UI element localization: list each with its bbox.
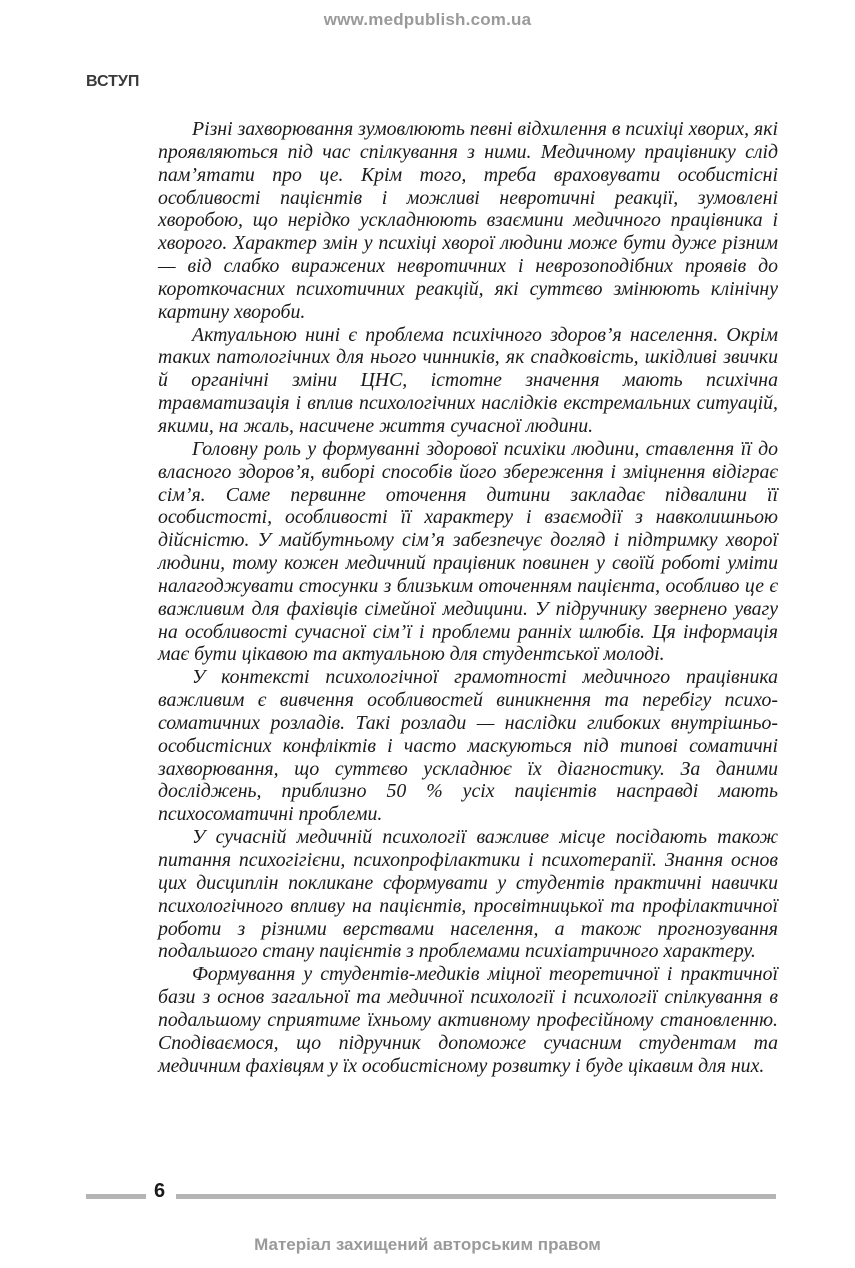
paragraph: Різні захворювання зумовлюють певні відхилення в психіці хворих, які проявляються під час спілкування з ними. Медичному працівнику слід пам’ятати про це. Крім того, треба враховувати особистісні особливості пацієнтів і можливі невротичні реакції, зумовлені хворобою, що нерідко ускладнюють взаємини медичного працівника і хворого. Характер змін у психіці хворої людини може бути дуже різним — від слабко виражених невротичних і неврозоподібних проявів до короткочасних психотичних реакцій, які суттєво змінюють клінічну картину хвороби. xyxy=(158,118,778,323)
footer-rule-left xyxy=(86,1194,146,1199)
paragraph: У сучасній медичній психології важливе місце посідають також питання психогігієни, психопрофілактики і психотерапії. Знання основ цих дисциплін покликане сформувати у студентів практичні навички психологічного впливу на пацієнтів, просвітницької та профілактичної роботи з різними верствами населення, а також прогнозування подальшого стану пацієнтів з проблемами психіатричного характеру. xyxy=(158,826,778,963)
footer-rule-right xyxy=(176,1194,776,1199)
paragraph: Головну роль у формуванні здорової психіки людини, ставлення її до власного здоров’я, виборі способів його збереження і зміцнення відіграє сім’я. Саме первинне оточення дитини закладає підвалини її особистості, особливості її характеру і взаємодії з навколишньою дійсністю. У майбутньому сім’я забезпечує догляд і підтримку хворої людини, тому кожен медичний працівник повинен у своїй роботі уміти налагоджувати стосунки з близьким оточенням пацієнта, особливо це є важливим для фахівців сімейної медицини. У підручнику звернено увагу на особливості сучасної сім’ї і проблеми ранніх шлюбів. Ця інформація має бути цікавою та актуальною для студентської молоді. xyxy=(158,437,778,666)
site-url: www.medpublish.com.ua xyxy=(323,10,532,29)
body-text xyxy=(158,118,778,1077)
section-title: ВСТУП xyxy=(86,73,140,90)
copyright-notice: Матеріал захищений авторським правом xyxy=(254,1235,601,1254)
paragraph: Актуальною нині є проблема психічного здоров’я населення. Окрім таких патологічних для нього чинників, як спадковість, шкідливі звички й органічні зміни ЦНС, істотне значення мають психічна травматизація і вплив психологічних наслідків екстремальних ситуацій, якими, на жаль, насичене життя сучасної людини. xyxy=(158,323,778,437)
page-number: 6 xyxy=(154,1180,166,1202)
paragraph: Формування у студентів-медиків міцної теоретичної і практичної бази з основ загальної та медичної психології і психології спілкування в подальшому сприятиме їхньому активному професійному становленню. Сподіваємося, що підручник допоможе сучасним студентам та медичним фахівцям у їх особистісному розвитку і буде цікавим для них. xyxy=(158,963,778,1077)
paragraph: У контексті психологічної грамотності медичного працівника важливим є вивчення особливостей виникнення та перебігу психосоматичних розладів. Такі розлади — наслідки глибоких внутрішньо-особистісних конфліктів і часто маскуються під типові соматичні захворювання, що суттєво ускладнює їх діагностику. За даними досліджень, приблизно 50 % усіх пацієнтів насправді мають психосоматичні проблеми. xyxy=(158,666,778,826)
